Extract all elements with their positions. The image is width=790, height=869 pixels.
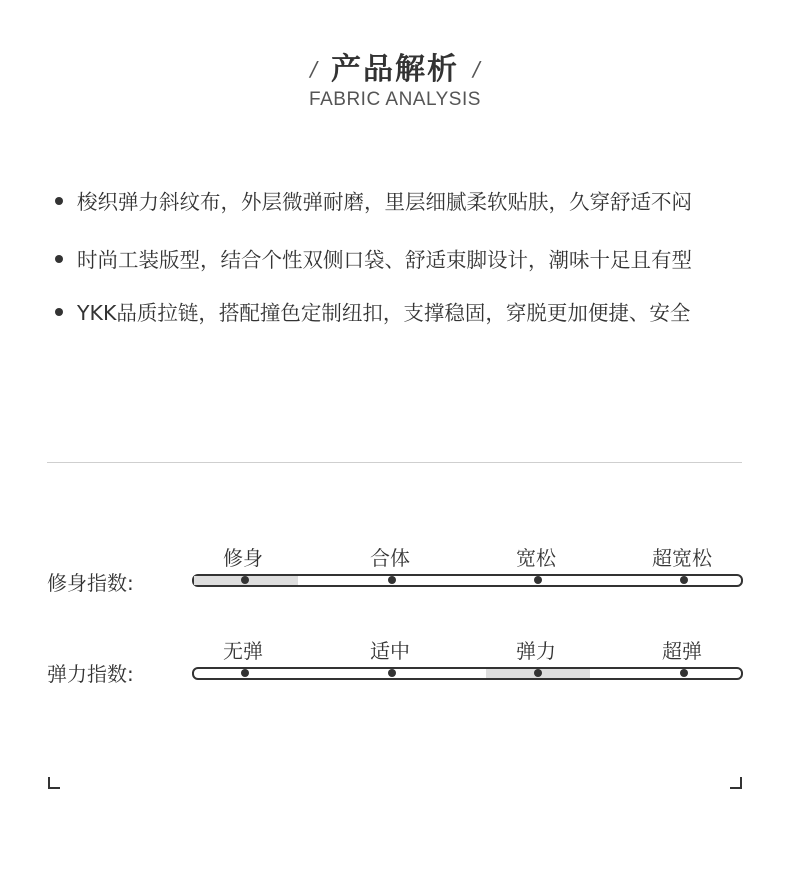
feature-text: YKK品质拉链，搭配撞色定制纽扣，支撑稳固，穿脱更加便捷、安全 bbox=[77, 301, 691, 325]
stretch-option-label: 无弹 bbox=[223, 639, 263, 663]
section-header bbox=[0, 44, 790, 111]
feature-item bbox=[55, 297, 690, 329]
stretch-option-label: 适中 bbox=[370, 639, 410, 663]
fit-index-scale bbox=[47, 540, 747, 610]
stretch-index-track bbox=[192, 667, 743, 680]
stretch-option-label: 弹力 bbox=[516, 639, 556, 663]
slash-decoration-left: / bbox=[310, 57, 317, 81]
slash-decoration-right: / bbox=[473, 57, 480, 81]
feature-item bbox=[55, 244, 692, 276]
title-row bbox=[0, 44, 790, 88]
section-divider bbox=[47, 462, 742, 463]
scale-marker-icon bbox=[534, 669, 542, 677]
bullet-icon bbox=[55, 255, 63, 263]
fit-option-label: 合体 bbox=[370, 546, 410, 570]
scale-marker-icon bbox=[534, 576, 542, 584]
feature-item bbox=[55, 186, 692, 218]
scale-marker-icon bbox=[388, 669, 396, 677]
scale-marker-icon bbox=[680, 576, 688, 584]
feature-text: 时尚工装版型，结合个性双侧口袋、舒适束脚设计，潮味十足且有型 bbox=[77, 248, 692, 272]
scale-marker-icon bbox=[388, 576, 396, 584]
section-title: 产品解析 bbox=[331, 52, 459, 87]
stretch-index-label: 弹力指数: bbox=[47, 662, 134, 686]
feature-text: 梭织弹力斜纹布，外层微弹耐磨，里层细腻柔软贴肤，久穿舒适不闷 bbox=[77, 190, 692, 214]
bullet-icon bbox=[55, 197, 63, 205]
stretch-index-scale bbox=[47, 633, 747, 703]
section-subtitle: FABRIC ANALYSIS bbox=[309, 89, 481, 110]
bullet-icon bbox=[55, 308, 63, 316]
scale-marker-icon bbox=[680, 669, 688, 677]
scale-marker-icon bbox=[241, 669, 249, 677]
corner-bracket-bottom-left-icon bbox=[48, 777, 60, 789]
fit-index-label: 修身指数: bbox=[47, 571, 134, 595]
stretch-option-label: 超弹 bbox=[662, 639, 702, 663]
corner-bracket-bottom-right-icon bbox=[730, 777, 742, 789]
fit-option-label: 超宽松 bbox=[652, 546, 712, 570]
scale-marker-icon bbox=[241, 576, 249, 584]
fit-index-track bbox=[192, 574, 743, 587]
fit-option-label: 修身 bbox=[223, 546, 263, 570]
fit-option-label: 宽松 bbox=[516, 546, 556, 570]
